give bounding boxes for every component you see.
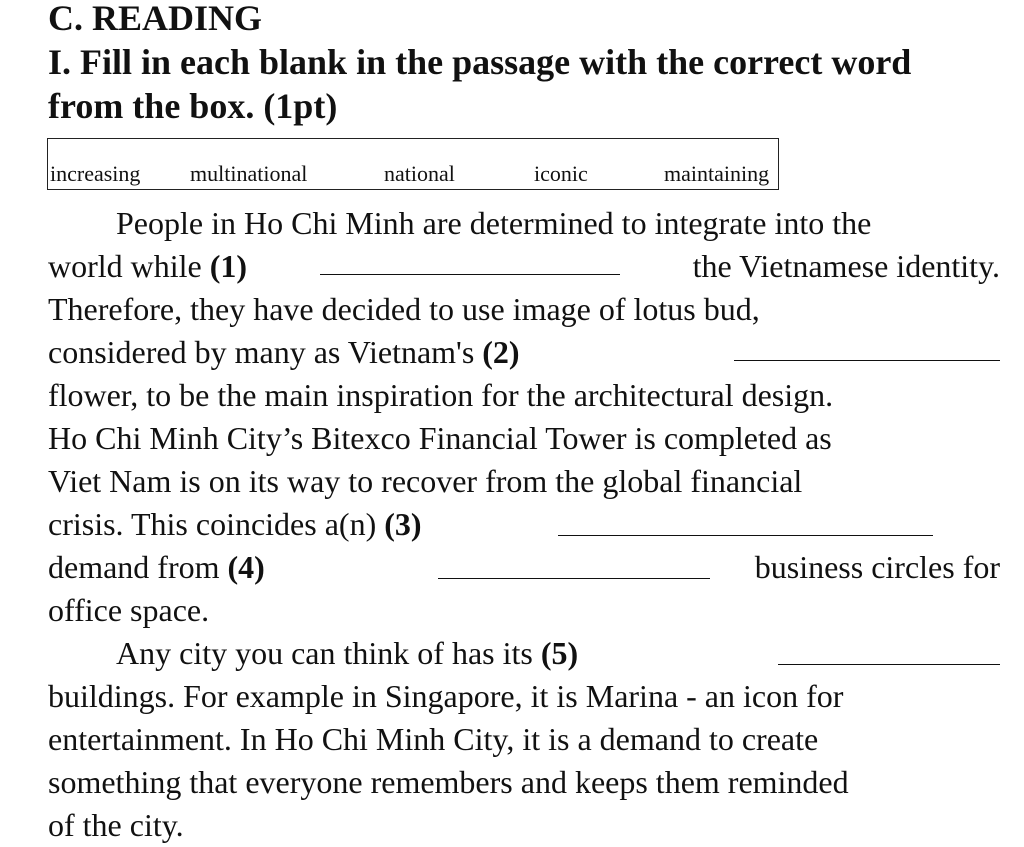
blank-number-3: (3) xyxy=(384,506,422,542)
answer-blank-4[interactable] xyxy=(438,550,710,579)
passage-line: entertainment. In Ho Chi Minh City, it is a demand to create xyxy=(48,721,819,757)
passage-line: world while (1) the Vietnamese identity. xyxy=(48,248,1000,284)
passage-line: Viet Nam is on its way to recover from the global financial xyxy=(48,463,803,499)
word-option: iconic xyxy=(534,161,588,186)
word-option: increasing xyxy=(50,161,141,186)
passage-line: Any city you can think of has its (5) xyxy=(48,633,1000,673)
word-option: multinational xyxy=(190,161,308,186)
passage-line: of the city. xyxy=(48,807,184,843)
blank-number-2: (2) xyxy=(482,334,520,370)
blank-number-5: (5) xyxy=(540,635,579,671)
instruction-line-1: I. Fill in each blank in the passage with the correct word xyxy=(48,42,912,82)
answer-blank-3[interactable] xyxy=(558,507,933,536)
answer-blank-2[interactable] xyxy=(734,332,1000,361)
passage-line: People in Ho Chi Minh are determined to integrate into the xyxy=(116,205,872,241)
passage-line: crisis. This coincides a(n) (3) xyxy=(48,504,1000,544)
passage-line: Therefore, they have decided to use image of lotus bud, xyxy=(48,291,760,327)
blank-number-4: (4) xyxy=(227,549,265,585)
passage-line: Ho Chi Minh City’s Bitexco Financial Tower is completed as xyxy=(48,420,832,456)
passage-line: considered by many as Vietnam's (2) xyxy=(48,332,1000,372)
passage-line: something that everyone remembers and keeps them reminded xyxy=(48,764,849,800)
section-title: C. READING xyxy=(48,0,263,38)
word-option: national xyxy=(384,161,455,186)
passage-line: demand from (4) business circles for xyxy=(48,549,1000,585)
passage-line: flower, to be the main inspiration for the architectural design. xyxy=(48,377,834,413)
passage-line: buildings. For example in Singapore, it is Marina - an icon for xyxy=(48,678,844,714)
answer-blank-5[interactable] xyxy=(778,636,1000,665)
instruction-line-2: from the box. (1pt) xyxy=(48,86,338,126)
word-option: maintaining xyxy=(664,161,770,186)
blank-number-1: (1) xyxy=(209,248,248,284)
passage-line: office space. xyxy=(48,592,210,628)
answer-blank-1[interactable] xyxy=(320,246,620,275)
